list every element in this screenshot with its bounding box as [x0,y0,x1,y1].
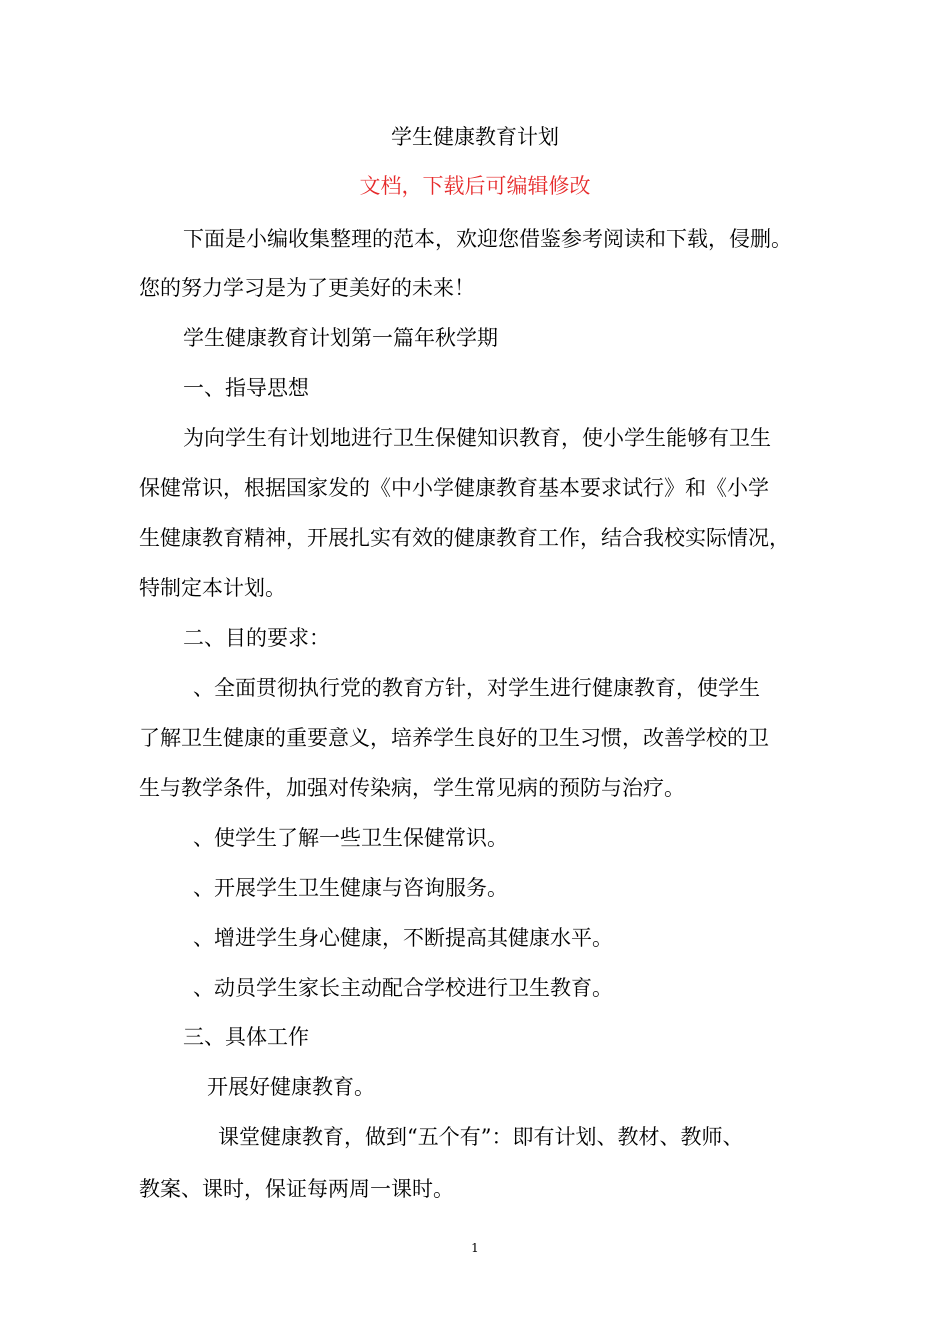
list-item-line: 、动员学生家长主动配合学校进行卫生教育。 [193,976,613,1000]
section-subtitle: 学生健康教育计划第一篇年秋学期 [183,326,498,350]
paragraph-line: 生与教学条件，加强对传染病，学生常见病的预防与治疗。 [139,776,685,800]
paragraph-line: 了解卫生健康的重要意义，培养学生良好的卫生习惯，改善学校的卫 [139,726,769,750]
paragraph-line: 您的努力学习是为了更美好的未来！ [139,276,475,300]
paragraph-line: 为向学生有计划地进行卫生保健知识教育，使小学生能够有卫生 [183,426,771,450]
list-item-line: 、开展学生卫生健康与咨询服务。 [193,876,508,900]
list-item-line: 、使学生了解一些卫生保健常识。 [193,826,508,850]
paragraph-line: 下面是小编收集整理的范本，欢迎您借鉴参考阅读和下载，侵删。 [183,227,792,251]
heading-objectives: 二、目的要求： [183,626,330,650]
page-number: 1 [471,1241,479,1255]
paragraph-line: 保健常识，根据国家发的《中小学健康教育基本要求试行》和《小学 [139,476,769,500]
download-notice: 文档，下载后可编辑修改 [359,174,591,198]
paragraph-line: 教案、课时，保证每两周一课时。 [139,1177,454,1201]
heading-guiding-ideology: 一、指导思想 [183,376,309,400]
paragraph-line: 课堂健康教育，做到“五个有”：即有计划、教材、教师、 [218,1125,744,1149]
list-item-line: 、全面贯彻执行党的教育方针，对学生进行健康教育，使学生 [193,676,760,700]
document-title: 学生健康教育计划 [391,125,559,149]
paragraph-line: 特制定本计划。 [139,576,286,600]
list-item-line: 、增进学生身心健康，不断提高其健康水平。 [193,926,613,950]
heading-specific-work: 三、具体工作 [183,1025,309,1049]
paragraph-line: 开展好健康教育。 [207,1075,375,1099]
paragraph-line: 生健康教育精神，开展扎实有效的健康教育工作，结合我校实际情况， [139,526,790,550]
